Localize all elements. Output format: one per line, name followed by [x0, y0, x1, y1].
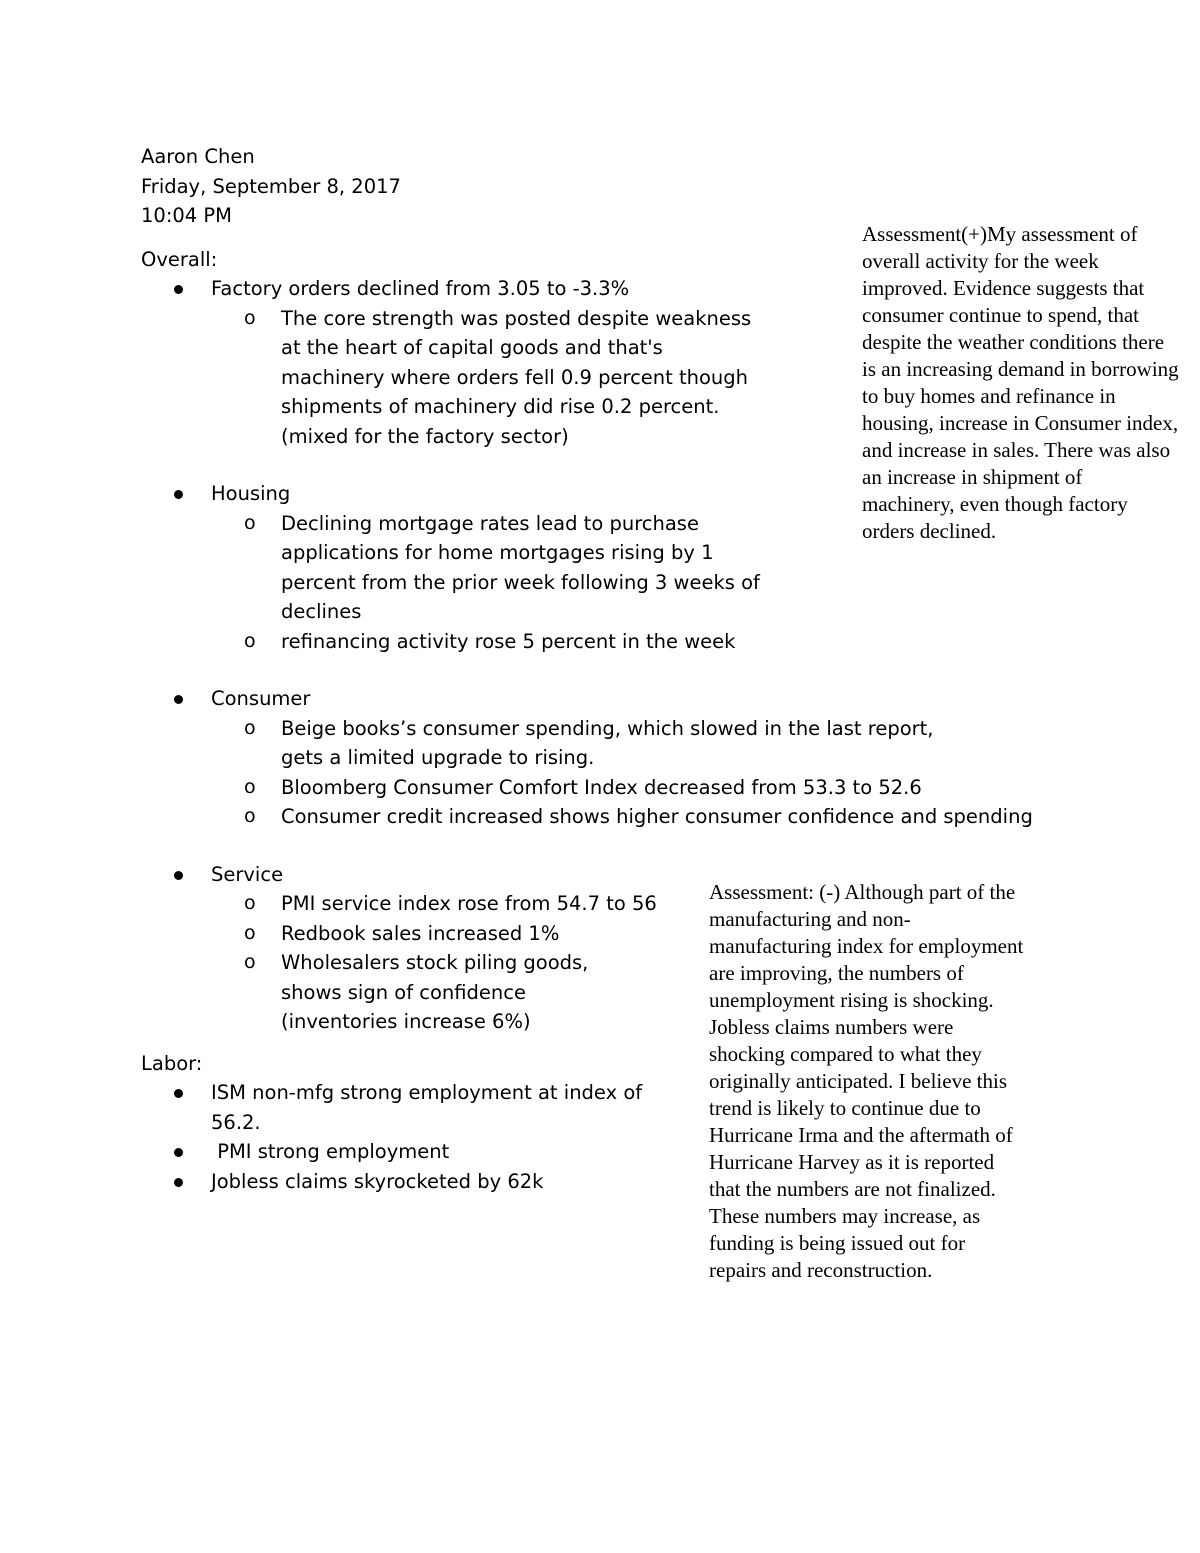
housing-sub-0: Declining mortgage rates lead to purchase applications for home mortgages rising by 1 percent from the prior week following 3 weeks of declines	[281, 511, 760, 623]
bullet-icon	[174, 1148, 183, 1157]
author-name: Aaron Chen	[141, 145, 255, 168]
list-item-housing	[141, 479, 851, 656]
circle-bullet-icon: o	[244, 775, 256, 798]
service-sub-1: Redbook sales increased 1%	[281, 921, 560, 945]
bullet-icon	[174, 1089, 183, 1098]
list-item	[140, 948, 611, 1037]
assessment-overall-text: Assessment(+)My assessment of overall activity for the week improved. Evidence suggests that consumer continue to spend, that despite the weather conditions there is an increasing demand in borrowing to buy homes and refinance in housing, increase in Consumer index, and increase in sales. There was also an increase in shipment of machinery, even though factory orders declined.	[862, 222, 1179, 543]
assessment-labor	[709, 879, 1027, 1284]
service-sub-2: Wholesalers stock piling goods, shows sign of confidence (inventories increase 6%)	[281, 951, 589, 1033]
circle-bullet-icon: o	[244, 921, 256, 944]
circle-bullet-icon: o	[244, 805, 256, 827]
housing-sub-1: refinancing activity rose 5 percent in the week	[281, 629, 736, 653]
bullet-icon	[174, 285, 183, 294]
bullet-icon	[174, 1178, 183, 1187]
list-item-factory	[141, 274, 851, 451]
list-item	[140, 304, 771, 452]
list-item	[140, 509, 771, 627]
list-item	[140, 773, 971, 803]
list-item	[141, 1167, 671, 1197]
list-item	[140, 627, 771, 657]
circle-bullet-icon: o	[244, 511, 256, 534]
consumer-list	[141, 684, 1031, 832]
labor-item-0: ISM non-mfg strong employment at index of 56.2.	[211, 1081, 643, 1134]
labor-item-1: PMI strong employment	[211, 1140, 450, 1163]
note-time: 10:04 PM	[141, 204, 232, 227]
factory-sub-0: The core strength was posted despite weakness at the heart of capital goods and that's machinery where orders fell 0.9 percent though shipments of machinery did rise 0.2 percent. (mixed for the factory sector)	[281, 306, 752, 448]
list-item	[140, 919, 611, 949]
labor-item-2: Jobless claims skyrocketed by 62k	[211, 1169, 544, 1193]
circle-bullet-icon: o	[244, 629, 256, 652]
circle-bullet-icon: o	[244, 716, 256, 739]
assessment-labor-text: Assessment: (-) Although part of the manufacturing and non-manufacturing index for employment are improving, the numbers of unemployment rising is shocking. Jobless claims numbers were shocking compared to what they originally anticipated. I believe this trend is likely to continue due to Hurricane Irma and the aftermath of Hurricane Harvey as it is reported that the numbers are not finalized. These numbers may increase, as funding is being issued out for repairs and reconstruction.	[709, 880, 1024, 1282]
bullet-icon	[174, 871, 183, 880]
bullet-icon	[174, 695, 183, 704]
consumer-sub-0: Beige books’s consumer spending, which slowed in the last report, gets a limited upgrade to rising.	[281, 716, 934, 769]
consumer-sublist	[211, 714, 1031, 832]
consumer-sub-1: Bloomberg Consumer Comfort Index decreased from 53.3 to 52.6	[281, 775, 922, 799]
housing-label: Housing	[211, 482, 291, 505]
list-item	[141, 1137, 671, 1167]
overall-heading: Overall:	[141, 247, 218, 271]
list-item	[141, 1078, 671, 1137]
assessment-overall	[862, 221, 1180, 545]
bullet-icon	[174, 490, 183, 499]
factory-label: Factory orders declined from 3.05 to -3.3%	[211, 277, 630, 300]
consumer-label: Consumer	[211, 687, 311, 710]
list-item	[140, 889, 657, 919]
list-item	[140, 714, 951, 773]
labor-heading: Labor:	[141, 1051, 203, 1075]
housing-sublist	[211, 509, 851, 657]
service-label: Service	[211, 862, 284, 886]
service-sub-0: PMI service index rose from 54.7 to 56	[281, 892, 657, 915]
circle-bullet-icon: o	[244, 892, 256, 914]
list-item-service	[141, 860, 681, 1037]
factory-sublist	[211, 304, 851, 452]
circle-bullet-icon: o	[244, 951, 256, 973]
service-sublist	[211, 889, 681, 1037]
list-item-consumer	[141, 684, 1031, 832]
note-date: Friday, September 8, 2017	[141, 174, 401, 198]
circle-bullet-icon: o	[244, 306, 256, 329]
consumer-sub-2: Consumer credit increased shows higher consumer confidence and spending	[281, 805, 1033, 828]
list-item	[140, 802, 1033, 832]
